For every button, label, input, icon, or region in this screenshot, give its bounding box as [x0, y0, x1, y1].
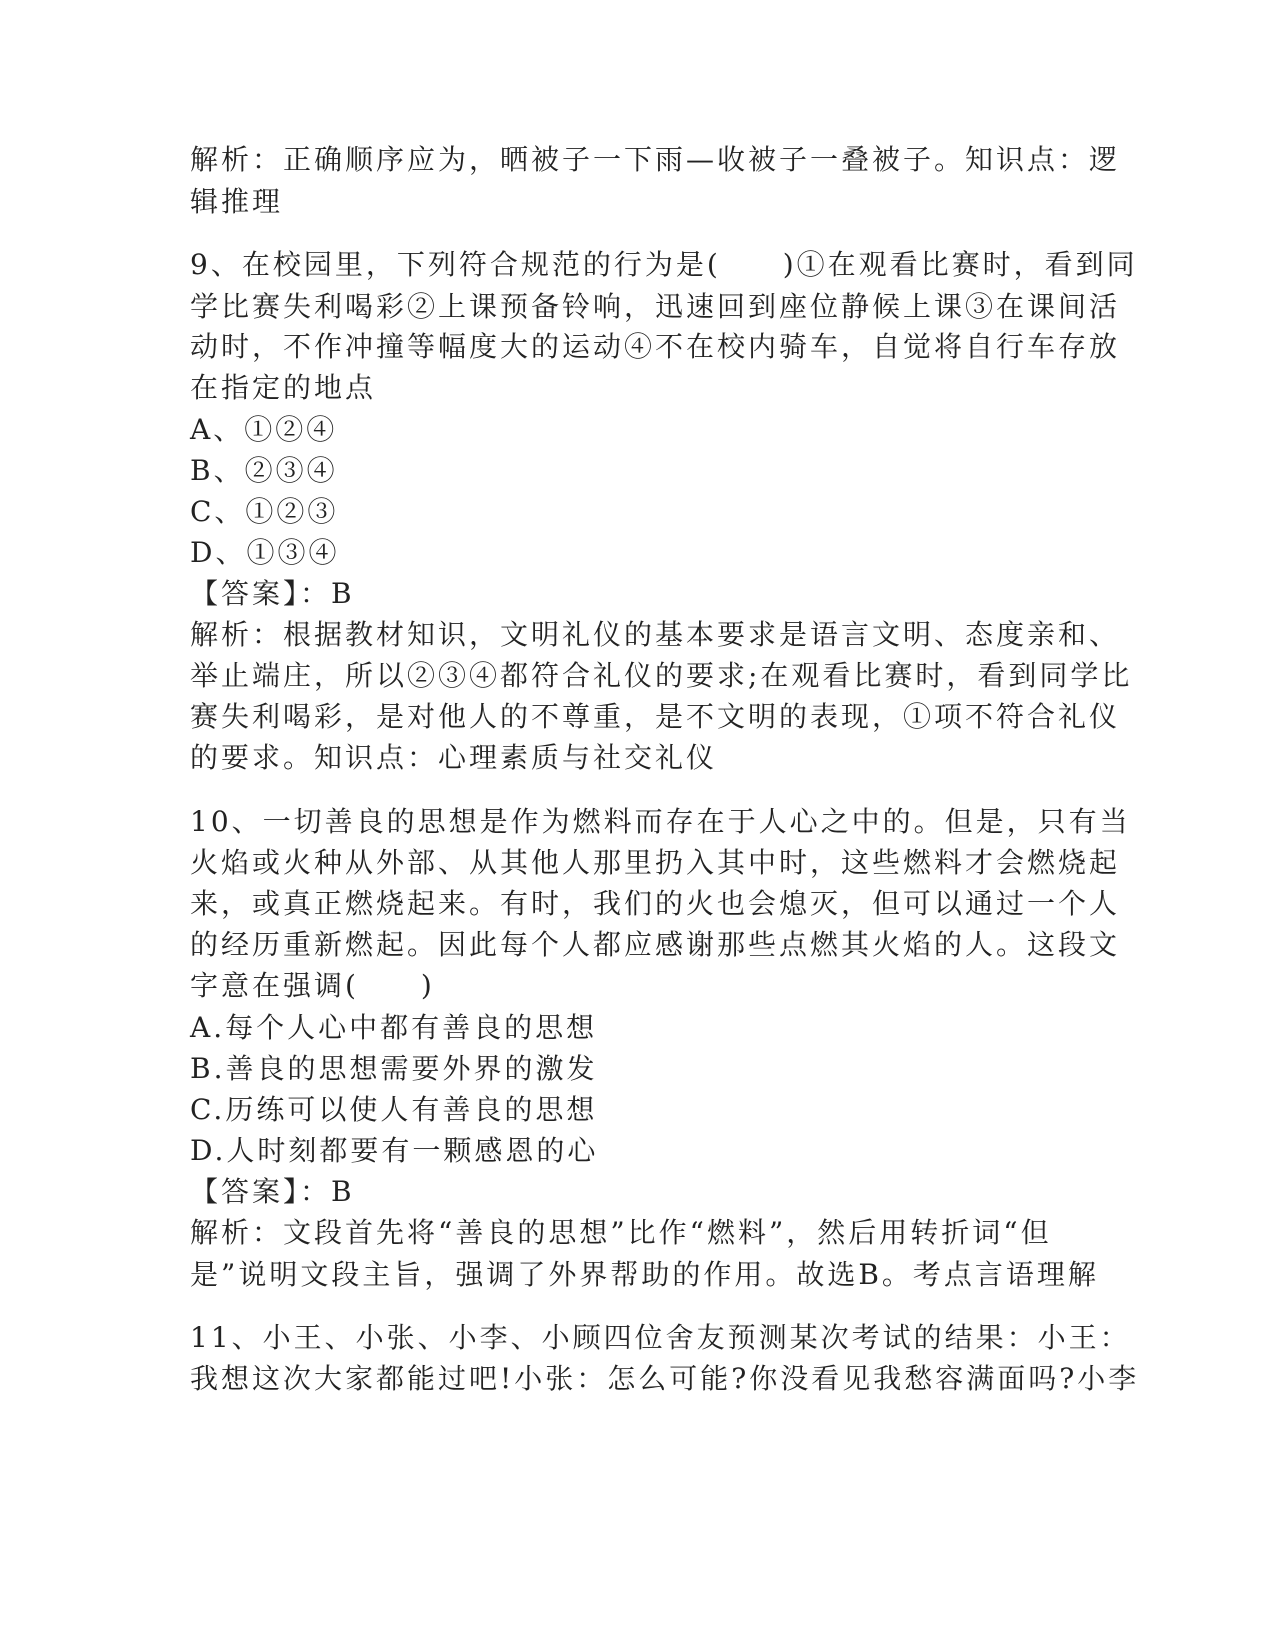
q10-option-d: D.人时刻都要有一颗感恩的心	[190, 1134, 599, 1167]
q9-stem-line: 动时，不作冲撞等幅度大的运动④不在校内骑车，自觉将自行车存放	[190, 330, 1121, 363]
q10-option-b: B.善良的思想需要外界的激发	[190, 1052, 598, 1085]
q9-answer: 【答案】：B	[190, 577, 355, 610]
q9-stem-line: 在指定的地点	[190, 371, 377, 404]
q10-stem-line: 来，或真正燃烧起来。有时，我们的火也会熄灭，但可以通过一个人	[190, 887, 1121, 920]
q10-option-a: A.每个人心中都有善良的思想	[190, 1011, 598, 1044]
q10-stem-line: 字意在强调( )	[190, 969, 435, 1002]
q9-explanation-line: 举止端庄，所以②③④都符合礼仪的要求;在观看比赛时，看到同学比	[190, 659, 1133, 692]
q10-stem-line: 10、一切善良的思想是作为燃料而存在于人心之中的。但是，只有当	[190, 805, 1131, 838]
q10-option-c: C.历练可以使人有善良的思想	[190, 1093, 598, 1126]
q10-answer: 【答案】：B	[190, 1175, 355, 1208]
q10-explanation-line: 解析：文段首先将“善良的思想”比作“燃料”，然后用转折词“但	[190, 1216, 1052, 1249]
q9-stem-line: 学比赛失利喝彩②上课预备铃响，迅速回到座位静候上课③在课间活	[190, 290, 1121, 323]
q9-explanation-line: 的要求。知识点：心理素质与社交礼仪	[190, 741, 718, 774]
q10-stem-line: 的经历重新燃起。因此每个人都应感谢那些点燃其火焰的人。这段文	[190, 928, 1121, 961]
q11-stem-line: 11、小王、小张、小李、小顾四位舍友预测某次考试的结果：小王：	[190, 1321, 1131, 1354]
q9-option-b: B、②③④	[190, 454, 338, 487]
q10-explanation-line: 是”说明文段主旨，强调了外界帮助的作用。故选B。考点言语理解	[190, 1258, 1099, 1291]
q9-stem-line: 9、在校园里，下列符合规范的行为是( )①在观看比赛时，看到同	[190, 248, 1138, 281]
q10-stem-line: 火焰或火种从外部、从其他人那里扔入其中时，这些燃料才会燃烧起	[190, 846, 1121, 879]
q9-option-d: D、①③④	[190, 536, 340, 569]
prev-explanation-line: 解析：正确顺序应为，晒被子一下雨—收被子一叠被子。知识点：逻	[190, 143, 1121, 176]
q9-explanation-line: 解析：根据教材知识，文明礼仪的基本要求是语言文明、态度亲和、	[190, 618, 1121, 651]
q9-option-c: C、①②③	[190, 495, 339, 528]
prev-explanation-line: 辑推理	[190, 185, 284, 218]
q9-option-a: A、①②④	[190, 413, 338, 446]
q11-stem-line: 我想这次大家都能过吧!小张：怎么可能?你没看见我愁容满面吗?小李	[190, 1362, 1140, 1395]
q9-explanation-line: 赛失利喝彩，是对他人的不尊重，是不文明的表现，①项不符合礼仪	[190, 700, 1121, 733]
